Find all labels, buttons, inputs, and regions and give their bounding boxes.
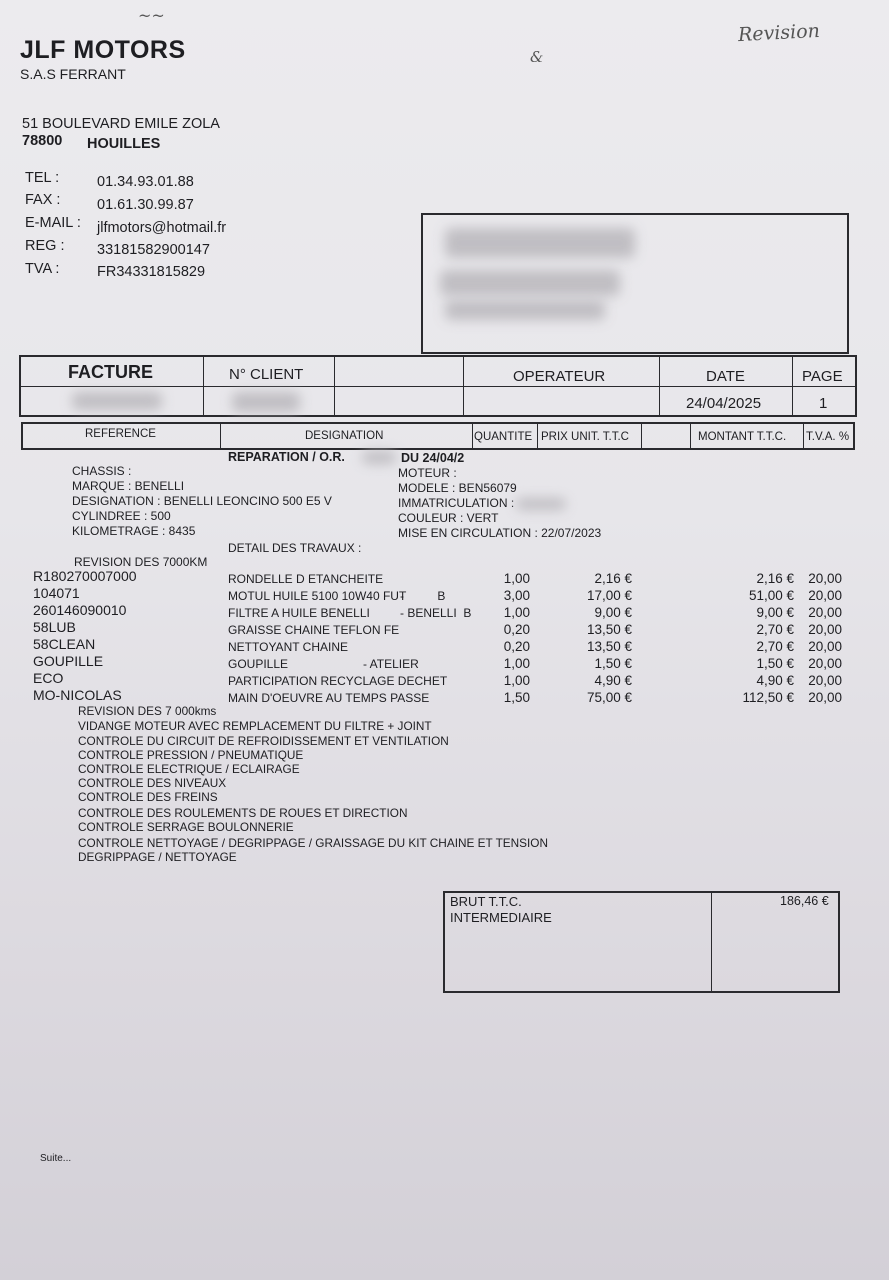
immatriculation-label: IMMATRICULATION : <box>398 496 515 510</box>
line-quantity: 1,00 <box>503 605 530 620</box>
repair-order-title: REPARATION / O.R. <box>228 450 345 464</box>
line-tva: 20,00 <box>808 571 842 586</box>
line-reference: GOUPILLE <box>33 653 104 669</box>
col-quantite: QUANTITE <box>474 431 533 443</box>
work-item: CONTROLE NETTOYAGE / DEGRIPPAGE / GRAISSAGE DU KIT CHAINE ET TENSION <box>78 836 549 850</box>
line-amount: 51,00 € <box>748 588 794 603</box>
line-amount: 2,16 € <box>756 571 794 586</box>
line-reference: 260146090010 <box>33 602 127 618</box>
line-amount: 4,90 € <box>756 673 794 688</box>
work-item: CONTROLE ELECTRIQUE / ECLAIRAGE <box>78 762 300 776</box>
redacted-client-number <box>232 392 300 412</box>
invoice-date-value: 24/04/2025 <box>686 395 762 412</box>
work-item: CONTROLE DES FREINS <box>78 790 218 804</box>
line-tva: 20,00 <box>808 639 842 654</box>
col-prix-unitaire: PRIX UNIT. T.T.C <box>541 431 629 443</box>
line-tva: 20,00 <box>808 690 842 705</box>
line-reference: MO-NICOLAS <box>33 687 122 703</box>
line-designation-suffix: - BENELLI B <box>400 606 472 620</box>
page-number-value: 1 <box>819 395 828 412</box>
line-designation: MAIN D'OEUVRE AU TEMPS PASSE <box>228 691 430 705</box>
col-tva: T.V.A. % <box>806 431 850 443</box>
line-tva: 20,00 <box>808 588 842 603</box>
contact-label-fax: FAX : <box>25 192 61 208</box>
line-unit-price: 75,00 € <box>586 690 632 705</box>
line-designation: PARTICIPATION RECYCLAGE DECHET <box>228 674 448 688</box>
page-label: PAGE <box>802 368 843 385</box>
contact-value-tel: 01.34.93.01.88 <box>97 174 194 190</box>
line-unit-price: 13,50 € <box>586 622 632 637</box>
line-quantity: 3,00 <box>503 588 530 603</box>
line-unit-price: 2,16 € <box>594 571 632 586</box>
line-quantity: 0,20 <box>503 639 530 654</box>
work-item: CONTROLE SERRAGE BOULONNERIE <box>78 820 294 834</box>
contact-value-reg: 33181582900147 <box>97 242 210 258</box>
redacted-order-number <box>362 451 396 464</box>
redacted-immatriculation <box>516 498 566 510</box>
redacted-customer-city <box>445 300 605 320</box>
line-amount: 2,70 € <box>756 622 794 637</box>
company-city: HOUILLES <box>87 136 161 152</box>
company-legal-name: S.A.S FERRANT <box>20 66 126 82</box>
work-item: CONTROLE PRESSION / PNEUMATIQUE <box>78 748 304 762</box>
suite-label: Suite... <box>40 1153 72 1164</box>
designation-vehicle: DESIGNATION : BENELLI LEONCINO 500 E5 V <box>72 494 332 508</box>
work-item: REVISION DES 7 000kms <box>78 704 217 718</box>
couleur: COULEUR : VERT <box>398 511 499 525</box>
line-reference: ECO <box>33 670 64 686</box>
date-label: DATE <box>706 368 745 385</box>
line-quantity: 1,00 <box>503 571 530 586</box>
work-item: CONTROLE DES ROULEMENTS DE ROUES ET DIRECTION <box>78 806 408 820</box>
work-item: CONTROLE DU CIRCUIT DE REFROIDISSEMENT ET VENTILATION <box>78 734 449 748</box>
mise-en-circulation: MISE EN CIRCULATION : 22/07/2023 <box>398 526 602 540</box>
line-unit-price: 1,50 € <box>594 656 632 671</box>
cylindree: CYLINDREE : 500 <box>72 509 171 523</box>
handwritten-revision-note: Revision <box>737 19 821 47</box>
line-amount: 112,50 € <box>742 690 794 705</box>
redacted-customer-address <box>440 270 620 296</box>
line-reference: 58LUB <box>33 619 76 635</box>
handwritten-mark: & <box>530 48 544 66</box>
line-tva: 20,00 <box>808 673 842 688</box>
contact-value-email: jlfmotors@hotmail.fr <box>97 220 227 236</box>
redacted-customer-name <box>445 228 635 258</box>
intermediaire-label: INTERMEDIAIRE <box>450 910 552 925</box>
line-tva: 20,00 <box>808 656 842 671</box>
modele: MODELE : BEN56079 <box>398 481 517 495</box>
line-unit-price: 9,00 € <box>594 605 632 620</box>
chassis-label: CHASSIS : <box>72 464 132 478</box>
line-designation-suffix: - B <box>400 589 446 603</box>
brut-ttc-label: BRUT T.T.C. <box>450 894 522 909</box>
contact-label-email: E-MAIL : <box>25 215 81 231</box>
line-reference: 58CLEAN <box>33 636 96 652</box>
work-item: DEGRIPPAGE / NETTOYAGE <box>78 850 237 864</box>
contact-value-fax: 01.61.30.99.87 <box>97 197 194 213</box>
line-designation: MOTUL HUILE 5100 10W40 FUT <box>228 589 407 603</box>
line-designation: GRAISSE CHAINE TEFLON FE <box>228 623 400 637</box>
work-item: CONTROLE DES NIVEAUX <box>78 776 227 790</box>
line-tva: 20,00 <box>808 622 842 637</box>
facture-label: FACTURE <box>68 362 153 382</box>
contact-label-tva: TVA : <box>25 261 60 277</box>
line-amount: 2,70 € <box>756 639 794 654</box>
col-designation: DESIGNATION <box>305 430 384 442</box>
work-item: VIDANGE MOTEUR AVEC REMPLACEMENT DU FILTRE + JOINT <box>78 719 432 733</box>
line-quantity: 1,00 <box>503 656 530 671</box>
contact-value-tva: FR34331815829 <box>97 264 206 280</box>
company-postcode: 78800 <box>22 133 63 149</box>
line-unit-price: 17,00 € <box>586 588 632 603</box>
operateur-label: OPERATEUR <box>513 368 606 385</box>
moteur-label: MOTEUR : <box>398 466 457 480</box>
col-montant: MONTANT T.T.C. <box>698 431 787 443</box>
contact-label-tel: TEL : <box>25 170 60 186</box>
line-reference: R180270007000 <box>33 568 137 584</box>
line-unit-price: 13,50 € <box>586 639 632 654</box>
contact-label-reg: REG : <box>25 238 65 254</box>
line-quantity: 1,50 <box>503 690 530 705</box>
company-street: 51 BOULEVARD EMILE ZOLA <box>22 116 220 132</box>
col-reference: REFERENCE <box>85 428 156 440</box>
line-designation: NETTOYANT CHAINE <box>228 640 349 654</box>
detail-travaux-label: DETAIL DES TRAVAUX : <box>228 541 362 555</box>
company-name: JLF MOTORS <box>20 36 186 64</box>
repair-order-date: DU 24/04/2 <box>401 451 465 465</box>
line-tva: 20,00 <box>808 605 842 620</box>
line-designation: FILTRE A HUILE BENELLI <box>228 606 370 620</box>
redacted-invoice-number <box>72 392 162 410</box>
line-quantity: 0,20 <box>503 622 530 637</box>
handwritten-top-mark: ~~ <box>138 6 165 25</box>
line-designation: RONDELLE D ETANCHEITE <box>228 572 384 586</box>
line-designation-suffix: - ATELIER <box>363 657 419 671</box>
line-quantity: 1,00 <box>503 673 530 688</box>
revision-label: REVISION DES 7000KM <box>74 555 208 569</box>
line-amount: 1,50 € <box>756 656 794 671</box>
line-unit-price: 4,90 € <box>594 673 632 688</box>
kilometrage: KILOMETRAGE : 8435 <box>72 524 196 538</box>
client-number-label: N° CLIENT <box>229 366 304 383</box>
brut-ttc-value: 186,46 € <box>780 894 829 908</box>
marque: MARQUE : BENELLI <box>72 479 185 493</box>
line-amount: 9,00 € <box>756 605 794 620</box>
line-reference: 104071 <box>33 585 80 601</box>
line-designation: GOUPILLE <box>228 657 289 671</box>
